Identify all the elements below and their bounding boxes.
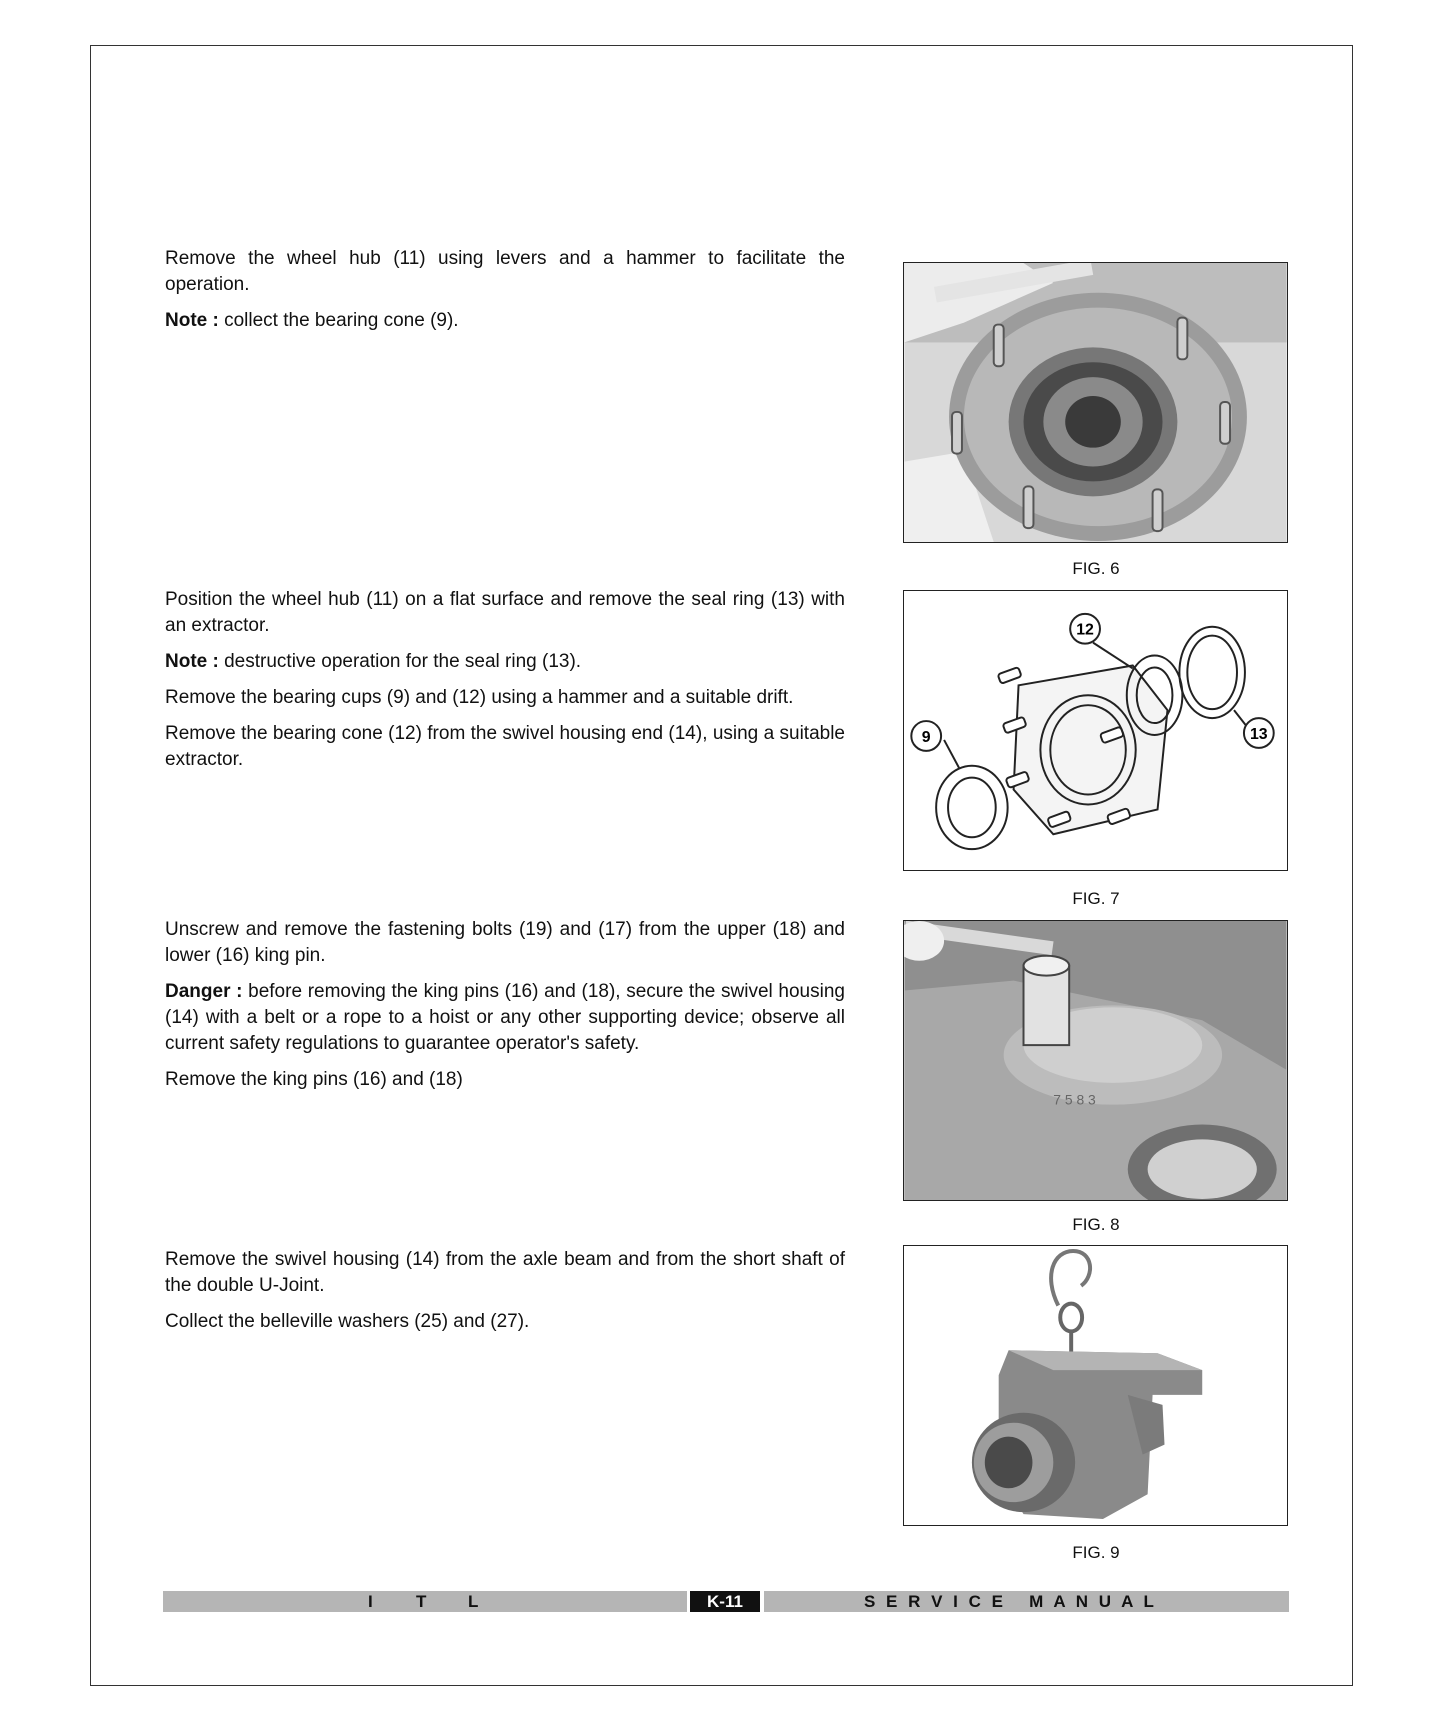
paragraph: Remove the bearing cups (9) and (12) using a hammer and a suitable drift. bbox=[165, 687, 794, 708]
section-4-text bbox=[165, 1247, 845, 1345]
figure-6-caption: FIG. 6 bbox=[1072, 559, 1120, 578]
page-number: K-11 bbox=[690, 1591, 760, 1612]
footer-left-bar bbox=[163, 1591, 687, 1612]
paragraph: Remove the wheel hub (11) using levers and a hammer to facilitate the operation. bbox=[165, 248, 845, 295]
figure-8-caption: FIG. 8 bbox=[1072, 1215, 1120, 1234]
footer-right-bar bbox=[764, 1591, 1289, 1612]
footer-letter: L bbox=[468, 1592, 480, 1611]
paragraph: Unscrew and remove the fastening bolts (19) and (17) from the upper (18) and lower (16) king pin. bbox=[165, 919, 845, 966]
svg-text:13: 13 bbox=[1249, 725, 1268, 743]
callout-13 bbox=[1244, 718, 1274, 748]
footer-letter: I bbox=[368, 1592, 374, 1611]
figure-9-caption: FIG. 9 bbox=[1072, 1543, 1120, 1562]
wheel-hub-photo-illustration bbox=[904, 263, 1287, 542]
swivel-housing-hoist-photo-illustration bbox=[904, 1246, 1287, 1525]
footer-letter: T bbox=[416, 1592, 428, 1611]
figure-7-diagram bbox=[903, 590, 1288, 871]
paragraph: Remove the swivel housing (14) from the axle beam and from the short shaft of the double U-Joint. bbox=[165, 1249, 845, 1296]
danger-paragraph: Danger : before removing the king pins (16) and (18), secure the swivel housing (14) with a belt or a rope to a hoist or any other supporting device; observe all current safety regulations to guarantee operator's safety. bbox=[165, 981, 845, 1054]
figure-9-photo bbox=[903, 1245, 1288, 1526]
exploded-hub-diagram bbox=[904, 591, 1287, 870]
svg-text:12: 12 bbox=[1076, 621, 1094, 639]
note-paragraph: Note : destructive operation for the seal ring (13). bbox=[165, 651, 582, 672]
note-paragraph: Note : collect the bearing cone (9). bbox=[165, 310, 459, 331]
figure-7-caption: FIG. 7 bbox=[1072, 889, 1120, 908]
figure-6-photo bbox=[903, 262, 1288, 543]
king-pin-bolt-photo-illustration bbox=[904, 921, 1287, 1200]
section-1-text bbox=[165, 246, 845, 344]
figure-8-photo bbox=[903, 920, 1288, 1201]
section-2-text bbox=[165, 587, 845, 783]
paragraph: Remove the bearing cone (12) from the swivel housing end (14), using a suitable extractor. bbox=[165, 723, 845, 770]
svg-text:7 5 8 3: 7 5 8 3 bbox=[1053, 1091, 1096, 1108]
callout-9 bbox=[911, 721, 941, 751]
paragraph: Collect the belleville washers (25) and (27). bbox=[165, 1311, 530, 1332]
svg-text:9: 9 bbox=[921, 728, 931, 746]
callout-12 bbox=[1070, 614, 1100, 644]
paragraph: Remove the king pins (16) and (18) bbox=[165, 1069, 463, 1090]
section-3-text bbox=[165, 917, 845, 1103]
footer-service-manual: S E R V I C E M A N U A L bbox=[864, 1592, 1157, 1611]
paragraph: Position the wheel hub (11) on a flat surface and remove the seal ring (13) with an extractor. bbox=[165, 589, 845, 636]
